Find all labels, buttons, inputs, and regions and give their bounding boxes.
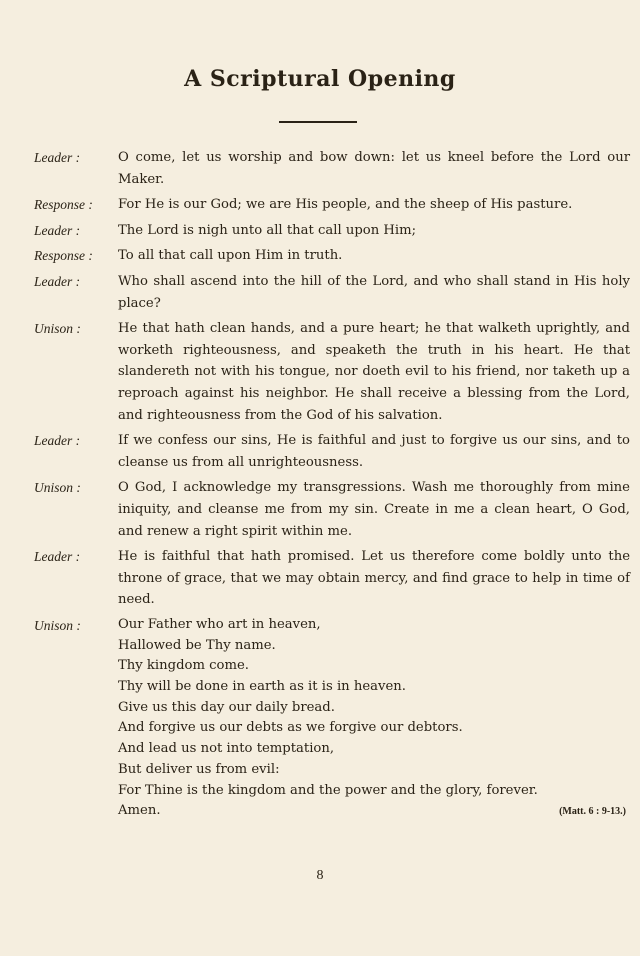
title-divider — [279, 121, 357, 123]
reading-entry — [0, 245, 640, 267]
reading-text: He that hath clean hands, and a pure heart; he that walketh uprightly, and worketh righteousness, and speaketh the truth in his heart. He that slandereth not with his tongue, nor doeth evil to his friend, nor taketh up a reproach against his neighbor. He shall receive a blessing from the Lord, and righteousness from the God of his salvation. — [118, 321, 630, 423]
reading-entry — [0, 271, 640, 314]
speaker-label: Leader : — [34, 273, 81, 289]
prayer-line: And lead us not into temptation, — [118, 741, 335, 757]
reading-text: He is faithful that hath promised. Let us therefore come boldly unto the throne of grace, that we may obtain mercy, and find grace to help in time of need. — [118, 549, 630, 608]
reading-text: O come, let us worship and bow down: let us kneel before the Lord our Maker. — [118, 150, 630, 187]
page-number: 8 — [316, 868, 324, 883]
speaker-label: Response : — [34, 248, 93, 264]
prayer-line: And forgive us our debts as we forgive our debtors. — [118, 720, 463, 736]
reading-entry — [0, 318, 640, 426]
speaker-label: Response : — [34, 197, 93, 213]
speaker-label: Unison : — [34, 617, 81, 633]
reading-entry — [0, 546, 640, 611]
prayer-line: Thy kingdom come. — [118, 658, 249, 674]
reading-text: The Lord is nigh unto all that call upon Him; — [118, 222, 417, 238]
reading-entry — [0, 220, 640, 242]
prayer-line: But deliver us from evil: — [118, 761, 280, 777]
reading-text: If we confess our sins, He is faithful and just to forgive us our sins, and to cleanse us from all unrighteousness. — [118, 433, 630, 470]
lords-prayer — [0, 615, 640, 822]
prayer-line: For Thine is the kingdom and the power and the glory, forever. — [118, 782, 538, 798]
speaker-label: Unison : — [34, 480, 81, 496]
speaker-label: Leader : — [34, 433, 81, 449]
amen-text: Amen. — [118, 803, 161, 819]
prayer-line: Thy will be done in earth as it is in heaven. — [118, 678, 406, 694]
reading-entry — [0, 477, 640, 542]
reading-entry — [0, 430, 640, 473]
prayer-line: Our Father who art in heaven, — [118, 616, 321, 632]
reading-entry — [0, 194, 640, 216]
reading-text: Who shall ascend into the hill of the Lord, and who shall stand in His holy place? — [118, 273, 630, 311]
reading-entry — [0, 147, 640, 190]
responsive-reading — [0, 147, 640, 826]
prayer-line: Hallowed be Thy name. — [118, 637, 276, 653]
speaker-label: Leader : — [34, 222, 81, 238]
speaker-label: Unison : — [34, 321, 81, 337]
reading-text: For He is our God; we are His people, and the sheep of His pasture. — [118, 197, 573, 213]
scripture-citation: (Matt. 6 : 9-13.) — [559, 806, 626, 818]
reading-text: O God, I acknowledge my transgressions. Wash me thoroughly from mine iniquity, and cleanse me from my sin. Create in me a clean heart, O God, and renew a right spirit within me. — [118, 480, 630, 539]
speaker-label: Leader : — [34, 549, 81, 565]
page-title: A Scriptural Opening — [184, 66, 456, 92]
prayer-closing-line — [118, 801, 630, 822]
prayer-line: Give us this day our daily bread. — [118, 699, 335, 715]
speaker-label: Leader : — [34, 150, 81, 165]
prayer-lines — [118, 615, 630, 822]
reading-text: To all that call upon Him in truth. — [118, 248, 343, 264]
